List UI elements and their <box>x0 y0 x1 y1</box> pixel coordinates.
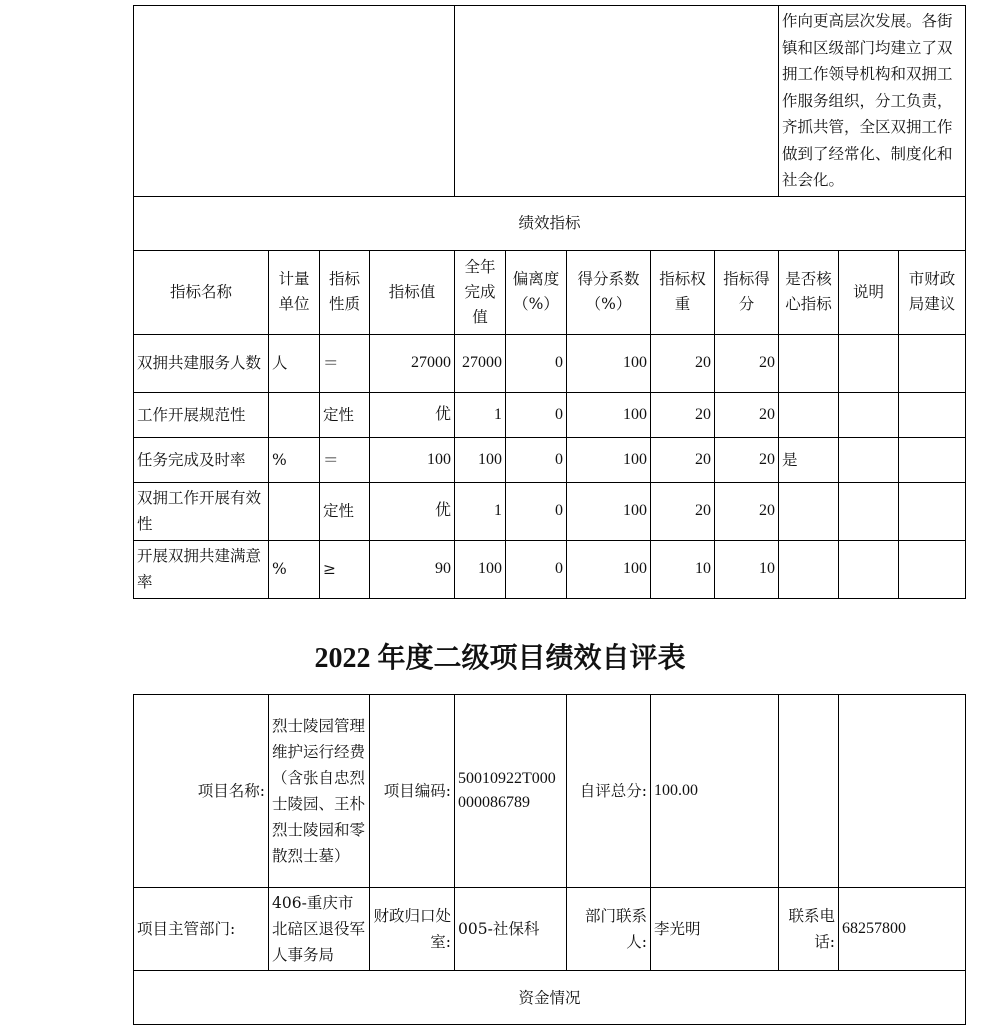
indicator-cell <box>779 334 839 392</box>
indicator-cell: 100 <box>567 437 651 482</box>
indicator-row <box>134 392 966 437</box>
self-score-value: 100.00 <box>651 695 779 888</box>
section-title: 绩效指标 <box>134 196 966 250</box>
indicator-cell: 20 <box>715 334 779 392</box>
indicator-cell <box>269 392 320 437</box>
indicator-cell <box>839 334 899 392</box>
indicator-cell: 定性 <box>320 392 370 437</box>
indicator-cell: 1 <box>455 482 506 540</box>
indicator-row <box>134 482 966 540</box>
indicator-cell <box>839 392 899 437</box>
indicator-cell: 1 <box>455 392 506 437</box>
finance-office-label: 财政归口处室: <box>370 888 455 971</box>
indicator-cell: 100 <box>455 437 506 482</box>
column-header: 指标性质 <box>320 250 370 334</box>
indicator-cell: 100 <box>455 540 506 598</box>
continuation-text: 作向更高层次发展。各街镇和区级部门均建立了双拥工作领导机构和双拥工作服务组织，分工负责，齐抓共管，全区双拥工作做到了经常化、制度化和社会化。 <box>779 6 966 197</box>
indicator-cell: 10 <box>651 540 715 598</box>
indicator-cell: 100 <box>567 334 651 392</box>
indicator-cell <box>839 540 899 598</box>
indicator-cell: 工作开展规范性 <box>134 392 269 437</box>
empty-cell <box>455 6 779 197</box>
indicator-cell: 优 <box>370 392 455 437</box>
indicator-cell: 20 <box>715 392 779 437</box>
indicator-cell: 0 <box>506 437 567 482</box>
indicator-cell: ＝ <box>320 334 370 392</box>
section-title-row <box>134 196 966 250</box>
indicator-cell <box>899 392 966 437</box>
dept-value: 406-重庆市北碚区退役军人事务局 <box>269 888 370 971</box>
finance-office-value: 005-社保科 <box>455 888 567 971</box>
funds-title-row <box>134 971 966 1025</box>
indicator-cell <box>779 540 839 598</box>
dept-label: 项目主管部门: <box>134 888 269 971</box>
indicator-cell: 人 <box>269 334 320 392</box>
indicator-cell: 20 <box>651 482 715 540</box>
project-code-value: 50010922T000000086789 <box>455 695 567 888</box>
phone-label: 联系电话: <box>779 888 839 971</box>
indicator-row <box>134 437 966 482</box>
indicator-cell: 双拥工作开展有效性 <box>134 482 269 540</box>
indicator-cell <box>779 392 839 437</box>
indicator-cell <box>269 482 320 540</box>
self-score-label: 自评总分: <box>567 695 651 888</box>
project-name-label: 项目名称: <box>134 695 269 888</box>
column-header: 指标名称 <box>134 250 269 334</box>
indicator-cell: 双拥共建服务人数 <box>134 334 269 392</box>
indicator-cell: 100 <box>567 392 651 437</box>
contact-label: 部门联系人: <box>567 888 651 971</box>
column-header: 说明 <box>839 250 899 334</box>
continuation-row <box>134 6 966 197</box>
indicator-row <box>134 540 966 598</box>
project-row-2 <box>134 888 966 971</box>
funds-title: 资金情况 <box>134 971 966 1025</box>
phone-value: 68257800 <box>839 888 966 971</box>
indicator-cell: 0 <box>506 482 567 540</box>
project-code-label: 项目编码: <box>370 695 455 888</box>
column-header: 得分系数（%） <box>567 250 651 334</box>
project-row-1 <box>134 695 966 888</box>
indicator-cell: 20 <box>715 482 779 540</box>
empty-cell <box>134 6 455 197</box>
indicator-cell: 0 <box>506 334 567 392</box>
indicator-cell: % <box>269 540 320 598</box>
column-header: 指标值 <box>370 250 455 334</box>
header-row <box>134 250 966 334</box>
indicator-cell: 20 <box>651 437 715 482</box>
performance-indicator-table <box>133 5 966 599</box>
indicator-cell: 优 <box>370 482 455 540</box>
empty-cell <box>839 695 966 888</box>
indicator-cell: 0 <box>506 392 567 437</box>
indicator-cell: 10 <box>715 540 779 598</box>
column-header: 市财政局建议 <box>899 250 966 334</box>
column-header: 是否核心指标 <box>779 250 839 334</box>
indicator-cell: 开展双拥共建满意率 <box>134 540 269 598</box>
indicator-cell: 20 <box>715 437 779 482</box>
indicator-cell: 定性 <box>320 482 370 540</box>
indicator-cell <box>839 482 899 540</box>
contact-value: 李光明 <box>651 888 779 971</box>
empty-cell <box>779 695 839 888</box>
form-title: 2022 年度二级项目绩效自评表 <box>314 643 686 674</box>
indicator-cell: 20 <box>651 392 715 437</box>
indicator-row <box>134 334 966 392</box>
indicator-cell <box>839 437 899 482</box>
indicator-cell: 100 <box>567 540 651 598</box>
project-name-value: 烈士陵园管理维护运行经费（含张自忠烈士陵园、王朴烈士陵园和零散烈士墓） <box>269 695 370 888</box>
indicator-cell: 0 <box>506 540 567 598</box>
column-header: 指标得分 <box>715 250 779 334</box>
column-header: 计量单位 <box>269 250 320 334</box>
indicator-cell: ≥ <box>320 540 370 598</box>
indicator-cell <box>899 334 966 392</box>
indicator-cell: 100 <box>370 437 455 482</box>
indicator-cell <box>779 482 839 540</box>
indicator-cell: 任务完成及时率 <box>134 437 269 482</box>
column-header: 指标权重 <box>651 250 715 334</box>
project-info-table <box>133 694 966 1025</box>
indicator-cell <box>899 437 966 482</box>
indicator-cell <box>899 482 966 540</box>
indicator-cell: 20 <box>651 334 715 392</box>
indicator-cell: 27000 <box>370 334 455 392</box>
column-header: 偏离度（%） <box>506 250 567 334</box>
indicator-cell: 27000 <box>455 334 506 392</box>
indicator-cell: ＝ <box>320 437 370 482</box>
indicator-cell: 100 <box>567 482 651 540</box>
column-header: 全年完成值 <box>455 250 506 334</box>
indicator-cell: % <box>269 437 320 482</box>
indicator-cell: 90 <box>370 540 455 598</box>
indicator-cell <box>899 540 966 598</box>
indicator-cell: 是 <box>779 437 839 482</box>
